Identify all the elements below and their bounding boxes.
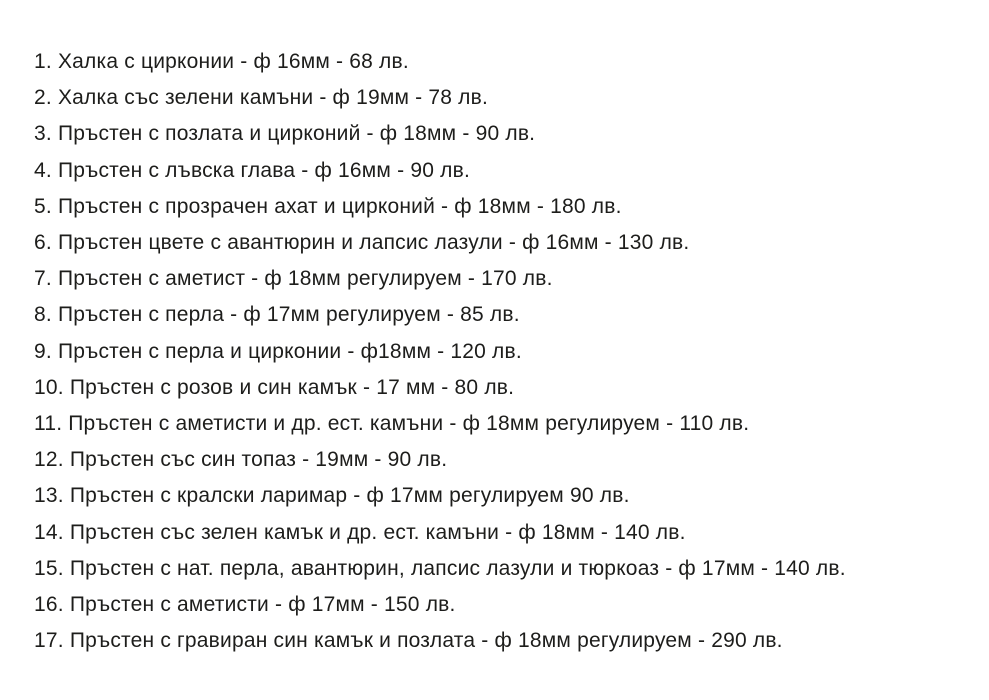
list-item: 13. Пръстен с кралски ларимар - ф 17мм регулируем 90 лв. [34,484,630,508]
list-item: 10. Пръстен с розов и син камък - 17 мм - 80 лв. [34,375,515,399]
price-list [34,44,969,659]
list-item: 7. Пръстен с аметист - ф 18мм регулируем - 170 лв. [34,267,553,291]
list-item: 16. Пръстен с аметисти - ф 17мм - 150 лв. [34,593,456,617]
list-item: 4. Пръстен с лъвска глава - ф 16мм - 90 лв. [34,158,470,182]
list-item: 12. Пръстен със син топаз - 19мм - 90 лв. [34,448,448,472]
list-item: 17. Пръстен с гравиран син камък и позлата - ф 18мм регулируем - 290 лв. [34,629,783,653]
list-item: 2. Халка със зелени камъни - ф 19мм - 78 лв. [34,86,489,110]
list-item: 8. Пръстен с перла - ф 17мм регулируем - 85 лв. [34,303,520,327]
list-item: 11. Пръстен с аметисти и др. ест. камъни - ф 18мм регулируем - 110 лв. [34,412,750,436]
list-item: 1. Халка с цирконии - ф 16мм - 68 лв. [34,50,409,73]
list-item: 15. Пръстен с нат. перла, авантюрин, лапсис лазули и тюркоаз - ф 17мм - 140 лв. [34,556,846,580]
list-item: 14. Пръстен със зелен камък и др. ест. камъни - ф 18мм - 140 лв. [34,520,686,544]
list-item: 6. Пръстен цвете с авантюрин и лапсис лазули - ф 16мм - 130 лв. [34,231,690,255]
list-item: 9. Пръстен с перла и цирконии - ф18мм - 120 лв. [34,339,522,363]
list-item: 5. Пръстен с прозрачен ахат и цирконий - ф 18мм - 180 лв. [34,194,622,218]
list-item: 3. Пръстен с позлата и цирконий - ф 18мм - 90 лв. [34,122,536,146]
